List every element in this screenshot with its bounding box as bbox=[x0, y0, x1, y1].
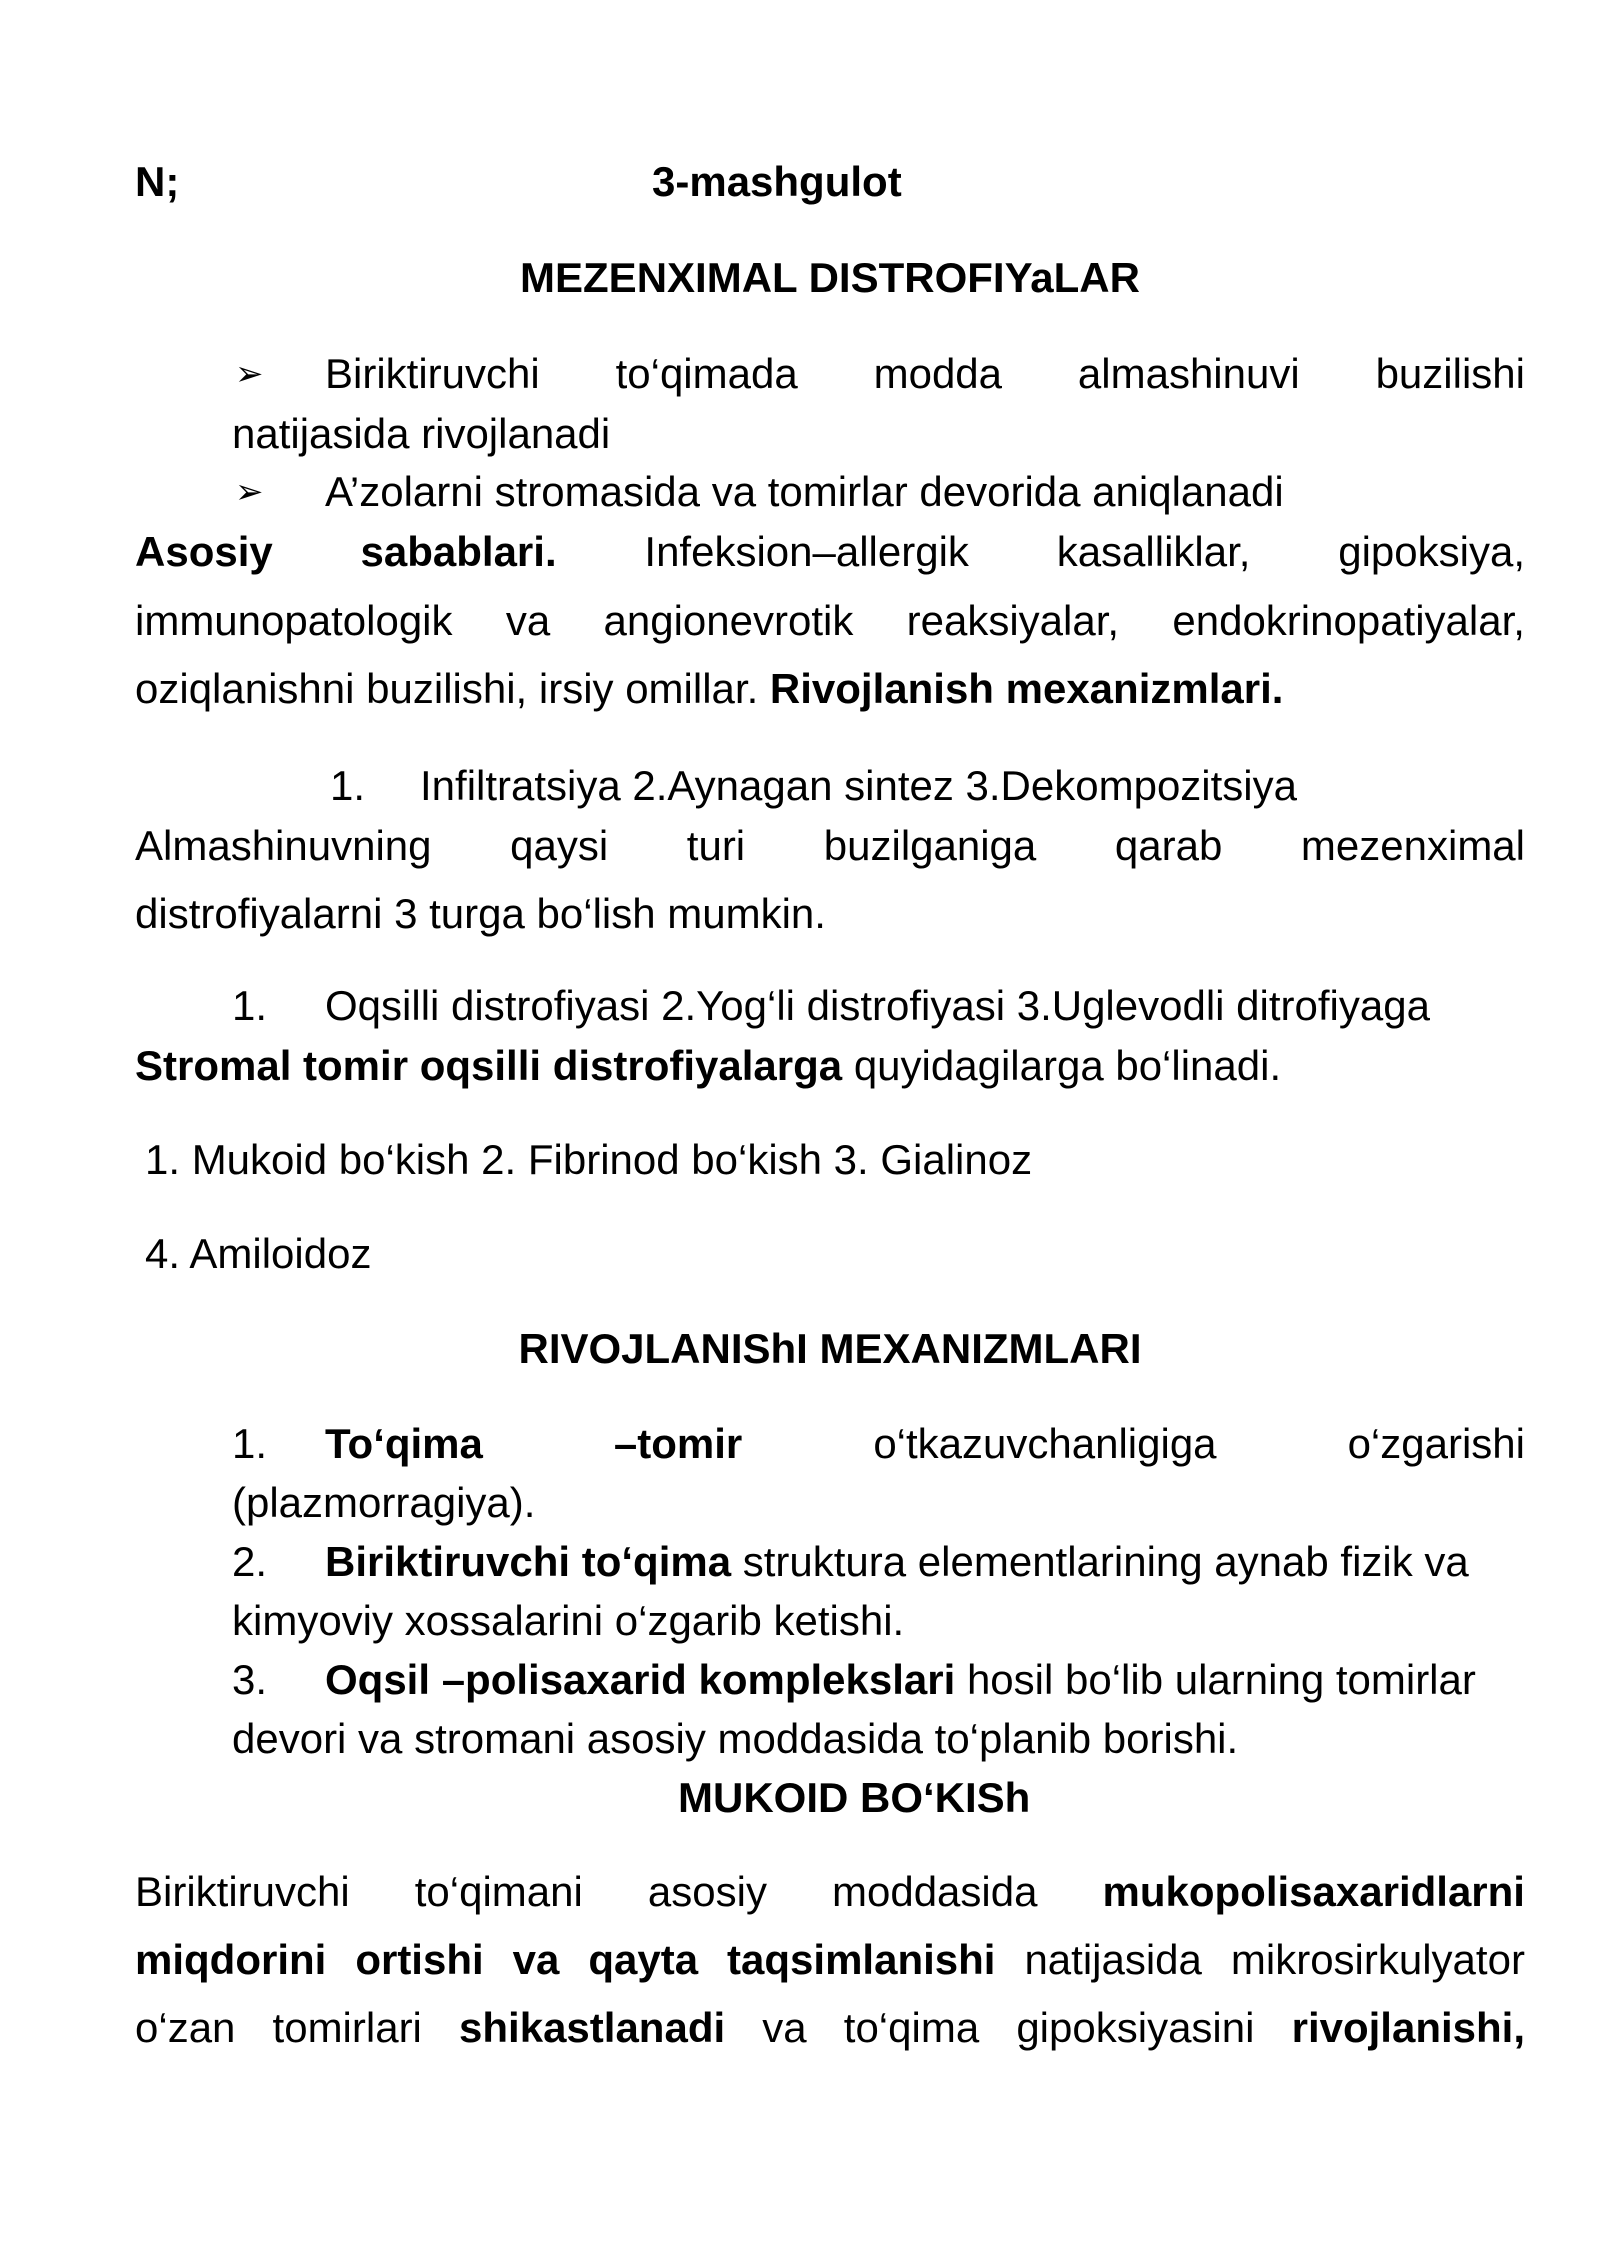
mukoid-line-3: o‘zan tomirlari shikastlanadi va to‘qima gipoksiyasini rivojlanishi, bbox=[135, 2004, 1525, 2051]
mukoid-line-1: Biriktiruvchi to‘qimani asosiy moddasida mukopolisaxaridlarni bbox=[135, 1868, 1525, 1915]
mukoid-title: MUKOID BO‘KISh bbox=[678, 1774, 1031, 1821]
division-line-1: Almashinuvning qaysi turi buzilganiga qarab mezenximal bbox=[135, 822, 1525, 869]
dev-item-3-line-2: devori va stromani asosiy moddasida to‘planib borishi. bbox=[232, 1715, 1239, 1762]
dev-item-3-number: 3. bbox=[232, 1656, 268, 1703]
stromal-line: Stromal tomir oqsilli distrofiyalarga quyidagilarga bo‘linadi. bbox=[135, 1042, 1282, 1089]
dev-item-2-number: 2. bbox=[232, 1538, 268, 1585]
mechanisms-text: Infiltratsiya 2.Aynagan sintez 3.Dekompozitsiya bbox=[420, 762, 1297, 809]
arrow-bullet-icon: ➢ bbox=[235, 473, 264, 511]
bullet-1-line-2: natijasida rivojlanadi bbox=[232, 410, 611, 457]
dev-item-3-line-1: Oqsil –polisaxarid komplekslari hosil bo‘lib ularning tomirlar bbox=[325, 1656, 1476, 1703]
arrow-bullet-icon: ➢ bbox=[235, 355, 264, 393]
causes-line-1: Asosiy sabablari. Infeksion–allergik kasalliklar, gipoksiya, bbox=[135, 528, 1525, 575]
bullet-2: A’zolarni stromasida va tomirlar devorida aniqlanadi bbox=[325, 468, 1284, 515]
bullet-1-line-1: Biriktiruvchi to‘qimada modda almashinuvi buzilishi bbox=[325, 350, 1525, 397]
subtypes-line-2: 4. Amiloidoz bbox=[145, 1230, 372, 1277]
mechanisms-title: RIVOJLANIShI MEXANIZMLARI bbox=[518, 1325, 1142, 1372]
dev-item-1-line-1: To‘qima –tomir o‘tkazuvchanligiga o‘zgarishi bbox=[325, 1420, 1525, 1467]
dev-item-2-line-1: Biriktiruvchi to‘qima struktura elementlarining aynab fizik va bbox=[325, 1538, 1469, 1585]
doc-code: N; bbox=[135, 158, 180, 205]
dev-item-2-line-2: kimyoviy xossalarini o‘zgarib ketishi. bbox=[232, 1597, 905, 1644]
mukoid-line-2: miqdorini ortishi va qayta taqsimlanishi natijasida mikrosirkulyator bbox=[135, 1936, 1525, 1983]
mechanisms-number: 1. bbox=[330, 762, 366, 809]
dev-item-1-line-2: (plazmorragiya). bbox=[232, 1479, 536, 1526]
lesson-title: 3-mashgulot bbox=[652, 158, 902, 205]
dev-item-1-number: 1. bbox=[232, 1420, 268, 1467]
section-title: MEZENXIMAL DISTROFIYaLAR bbox=[520, 254, 1140, 301]
causes-line-3: oziqlanishni buzilishi, irsiy omillar. Rivojlanish mexanizmlari. bbox=[135, 665, 1284, 712]
types-number: 1. bbox=[232, 982, 268, 1029]
division-line-2: distrofiyalarni 3 turga bo‘lish mumkin. bbox=[135, 890, 826, 937]
subtypes-line-1: 1. Mukoid bo‘kish 2. Fibrinod bo‘kish 3. Gialinoz bbox=[145, 1136, 1033, 1183]
causes-line-2: immunopatologik va angionevrotik reaksiyalar, endokrinopatiyalar, bbox=[135, 597, 1525, 644]
types-text: Oqsilli distrofiyasi 2.Yog‘li distrofiyasi 3.Uglevodli ditrofiyaga bbox=[325, 982, 1430, 1029]
